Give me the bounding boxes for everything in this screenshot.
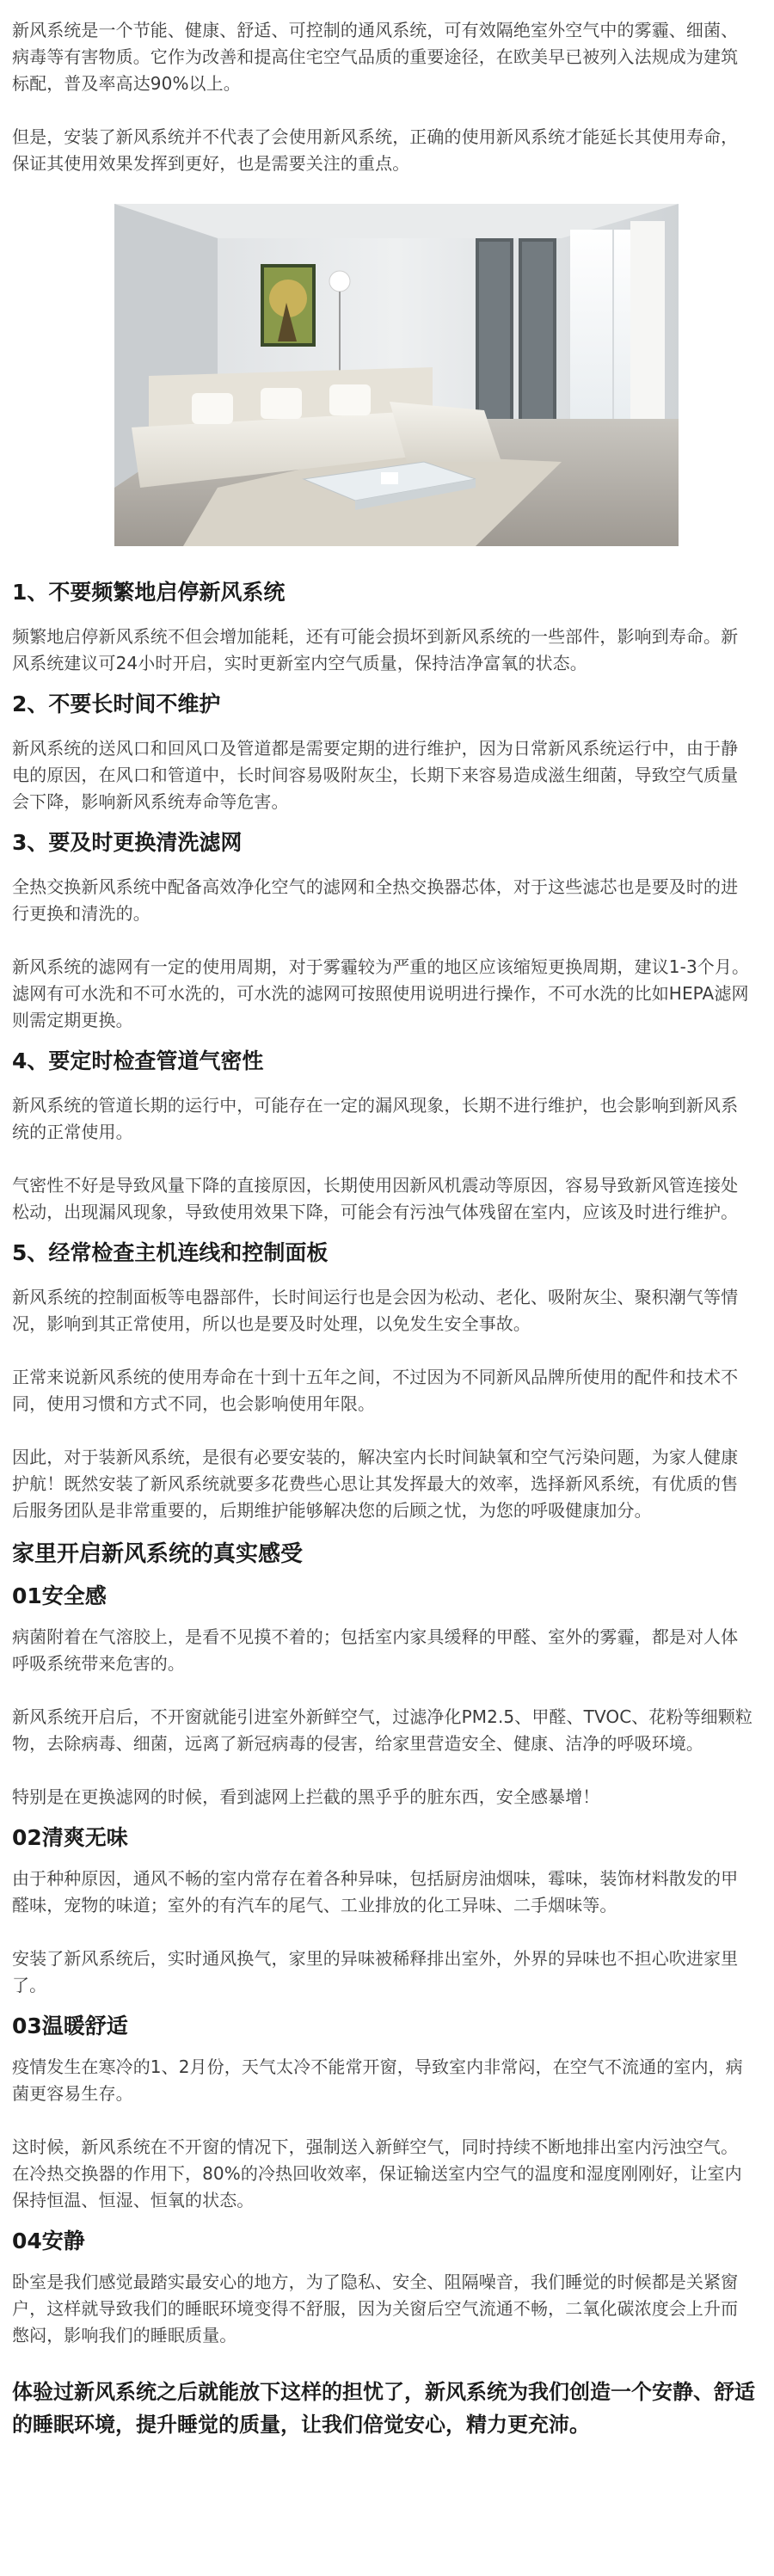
section-title: 4、要定时检查管道气密性 bbox=[12, 1048, 264, 1073]
section-paragraph: 新风系统的送风口和回风口及管道都是需要定期的进行维护，因为日常新风系统运行中，由于静电的原因，在风口和管道中，长时间容易吸附灰尘，长期下来容易造成滋生细菌，导致空气质量会下降，影响新风系统寿命等危害。 bbox=[12, 738, 739, 812]
experience-item-3 bbox=[12, 2011, 755, 2214]
experience-paragraph: 这时候，新风系统在不开窗的情况下，强制送入新鲜空气，同时持续不断地排出室内污浊空气。在冷热交换器的作用下，80%的冷热回收效率，保证输送室内空气的温度和湿度刚刚好，让室内保持恒温、恒湿、恒氧的状态。 bbox=[12, 2136, 742, 2210]
experience-paragraph: 新风系统开启后，不开窗就能引进室外新鲜空气，过滤净化PM2.5、甲醛、TVOC、花粉等细颗粒物，去除病毒、细菌，远离了新冠病毒的侵害，给家里营造安全、健康、洁净的呼吸环境。 bbox=[12, 1706, 752, 1754]
section-title: 2、不要长时间不维护 bbox=[12, 692, 221, 716]
section-paragraph: 因此，对于装新风系统，是很有必要安装的，解决室内长时间缺氧和空气污染问题，为家人健康护航！既然安装了新风系统就要多花费些心思让其发挥最大的效率，选择新风系统，有优质的售后服务团队是非常重要的，后期维护能够解决您的后顾之忧，为您的呼吸健康加分。 bbox=[12, 1447, 739, 1521]
experience-paragraph: 病菌附着在气溶胶上，是看不见摸不着的；包括室内家具缓释的甲醛、室外的雾霾，都是对人体呼吸系统带来危害的。 bbox=[12, 1626, 739, 1674]
living-room-photo bbox=[114, 204, 679, 546]
section-paragraph: 新风系统的控制面板等电器部件，长时间运行也是会因为松动、老化、吸附灰尘、聚积潮气等情况，影响到其正常使用，所以也是要及时处理，以免发生安全事故。 bbox=[12, 1287, 739, 1334]
experience-item-4 bbox=[12, 2226, 755, 2349]
intro-paragraph-1: 新风系统是一个节能、健康、舒适、可控制的通风系统，可有效隔绝室外空气中的雾霾、细菌、病毒等有害物质。它作为改善和提高住宅空气品质的重要途径，在欧美早已被列入法规成为建筑标配，普及率高达90%以上。 bbox=[12, 20, 739, 94]
experience-paragraph: 卧室是我们感觉最踏实最安心的地方，为了隐私、安全、阻隔噪音，我们睡觉的时候都是关紧窗户，这样就导致我们的睡眠环境变得不舒服，因为关窗后空气流通不畅，二氧化碳浓度会上升而憋闷，影响我们的睡眠质量。 bbox=[12, 2272, 739, 2345]
section-paragraph: 全热交换新风系统中配备高效净化空气的滤网和全热交换器芯体，对于这些滤芯也是要及时的进行更换和清洗的。 bbox=[12, 876, 739, 924]
section-paragraph: 频繁地启停新风系统不但会增加能耗，还有可能会损坏到新风系统的一些部件，影响到寿命。新风系统建议可24小时开启，实时更新室内空气质量，保持洁净富氧的状态。 bbox=[12, 626, 739, 673]
intro-paragraph-2: 但是，安装了新风系统并不代表了会使用新风系统，正确的使用新风系统才能延长其使用寿命，保证其使用效果发挥到更好，也是需要关注的重点。 bbox=[12, 126, 739, 174]
section-paragraph: 气密性不好是导致风量下降的直接原因，长期使用因新风机震动等原因，容易导致新风管连接处松动，出现漏风现象，导致使用效果下降，可能会有污浊气体残留在室内，应该及时进行维护。 bbox=[12, 1175, 739, 1222]
section-title: 1、不要频繁地启停新风系统 bbox=[12, 580, 286, 605]
conclusion-paragraph: 体验过新风系统之后就能放下这样的担忧了，新风系统为我们创造一个安静、舒适的睡眠环境，提升睡觉的质量，让我们倍觉安心，精力更充沛。 bbox=[12, 2380, 755, 2437]
section-5 bbox=[12, 1238, 755, 1524]
experience-item-title: 02清爽无味 bbox=[12, 1825, 128, 1850]
experience-item-title: 04安静 bbox=[12, 2229, 85, 2253]
experience-paragraph: 安装了新风系统后，实时通风换气，家里的异味被稀释排出室外，外界的异味也不担心吹进家里了。 bbox=[12, 1948, 739, 1995]
section-3 bbox=[12, 827, 755, 1034]
experience-paragraph: 疫情发生在寒冷的1、2月份，天气太冷不能常开窗，导致室内非常闷，在空气不流通的室内，病菌更容易生存。 bbox=[12, 2056, 743, 2104]
experience-paragraph: 由于种种原因，通风不畅的室内常存在着各种异味，包括厨房油烟味，霉味，装饰材料散发的甲醛味，宠物的味道；室外的有汽车的尾气、工业排放的化工异味、二手烟味等。 bbox=[12, 1868, 739, 1915]
experience-paragraph: 特别是在更换滤网的时候，看到滤网上拦截的黑乎乎的脏东西，安全感暴增！ bbox=[12, 1786, 600, 1807]
experience-item-title: 03温暖舒适 bbox=[12, 2013, 128, 2038]
section-paragraph: 正常来说新风系统的使用寿命在十到十五年之间，不过因为不同新风品牌所使用的配件和技术不同，使用习惯和方式不同，也会影响使用年限。 bbox=[12, 1367, 739, 1414]
experience-title: 家里开启新风系统的真实感受 bbox=[12, 1541, 304, 1567]
section-1 bbox=[12, 577, 755, 677]
experience-item-2 bbox=[12, 1823, 755, 1999]
experience-item-title: 01安全感 bbox=[12, 1583, 107, 1608]
section-paragraph: 新风系统的滤网有一定的使用周期，对于雾霾较为严重的地区应该缩短更换周期，建议1-3个月。滤网有可水洗和不可水洗的，可水洗的滤网可按照使用说明进行操作，不可水洗的比如HEPA滤网则需定期更换。 bbox=[12, 956, 750, 1030]
section-4 bbox=[12, 1046, 755, 1226]
section-paragraph: 新风系统的管道长期的运行中，可能存在一定的漏风现象，长期不进行维护，也会影响到新风系统的正常使用。 bbox=[12, 1095, 739, 1142]
section-title: 5、经常检查主机连线和控制面板 bbox=[12, 1240, 329, 1265]
experience-item-1 bbox=[12, 1581, 755, 1811]
section-title: 3、要及时更换清洗滤网 bbox=[12, 830, 243, 855]
section-2 bbox=[12, 689, 755, 815]
